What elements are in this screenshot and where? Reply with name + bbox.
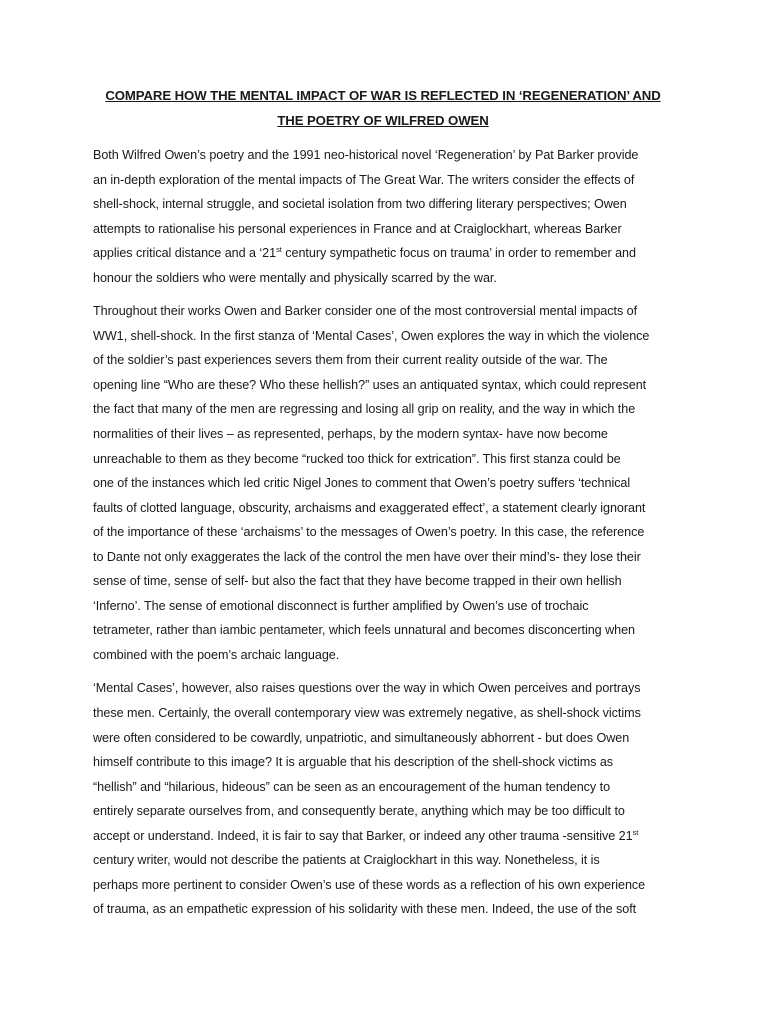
text-run: century sympathetic focus on trauma’ in order to remember and: [281, 246, 636, 261]
text-line: sense of time, sense of self- but also the fact that they have become trapped in their own hellish: [93, 574, 622, 589]
text-line: faults of clotted language, obscurity, archaisms and exaggerated effect’, a statement clearly ignorant: [93, 500, 646, 515]
text-line: century writer, would not describe the patients at Craiglockhart in this way. Nonetheless, it is: [93, 853, 600, 868]
text-line: these men. Certainly, the overall contemporary view was extremely negative, as shell-shock victims: [93, 706, 641, 721]
text-line: entirely separate ourselves from, and consequently berate, anything which may be too difficult to: [93, 804, 625, 819]
text-line: honour the soldiers who were mentally and physically scarred by the war.: [93, 270, 497, 285]
text-line: tetrameter, rather than iambic pentameter, which feels unnatural and becomes disconcerting when: [93, 623, 635, 638]
title-line: THE POETRY OF WILFRED OWEN: [277, 112, 489, 128]
text-line: one of the instances which led critic Nigel Jones to comment that Owen’s poetry suffers ‘technical: [93, 476, 631, 491]
ordinal-superscript: st: [632, 827, 639, 837]
text-line: of trauma, as an empathetic expression of his solidarity with these men. Indeed, the use of the soft: [93, 902, 637, 917]
text-line: himself contribute to this image? It is arguable that his description of the shell-shock victims as: [93, 755, 614, 770]
text-line: WW1, shell-shock. In the first stanza of ‘Mental Cases’, Owen explores the way in which the violence: [93, 328, 650, 343]
text-line: [93, 824, 673, 849]
text-line: combined with the poem’s archaic language.: [93, 647, 340, 662]
text-line: attempts to rationalise his personal experiences in France and at Craiglockhart, whereas Barker: [93, 221, 622, 236]
essay-title: [79, 84, 687, 133]
title-line: COMPARE HOW THE MENTAL IMPACT OF WAR IS REFLECTED IN ‘REGENERATION’ AND: [105, 88, 661, 103]
text-line: ‘Mental Cases’, however, also raises questions over the way in which Owen perceives and portrays: [93, 681, 641, 696]
paragraph: [93, 299, 673, 667]
text-line: normalities of their lives – as represented, perhaps, by the modern syntax- have now become: [93, 427, 608, 442]
document-page: [93, 84, 673, 931]
text-line: Throughout their works Owen and Barker consider one of the most controversial mental impacts of: [93, 304, 638, 319]
text-line: of the importance of these ‘archaisms’ to the messages of Owen’s poetry. In this case, the reference: [93, 525, 645, 540]
text-line: “hellish” and “hilarious, hideous” can be seen as an encouragement of the human tendency to: [93, 779, 611, 794]
text-line: opening line “Who are these? Who these hellish?” uses an antiquated syntax, which could represent: [93, 377, 647, 392]
text-line: unreachable to them as they become “rucked too thick for extrication”. This first stanza could be: [93, 451, 621, 466]
text-line: Both Wilfred Owen’s poetry and the 1991 neo-historical novel ‘Regeneration’ by Pat Barker provide: [93, 148, 639, 162]
text-line: shell-shock, internal struggle, and societal isolation from two differing literary perspectives; Owen: [93, 197, 627, 212]
ordinal-superscript: st: [276, 245, 282, 255]
text-line: were often considered to be cowardly, unpatriotic, and simultaneously abhorrent - but does Owen: [93, 730, 630, 745]
text-line: an in-depth exploration of the mental impacts of The Great War. The writers consider the effects of: [93, 172, 635, 187]
text-line: to Dante not only exaggerates the lack of the control the men have over their mind’s- they lose their: [93, 549, 641, 564]
text-run: accept or understand. Indeed, it is fair to say that Barker, or indeed any other trauma -sensitive 21: [93, 828, 633, 843]
text-run: applies critical distance and a ‘21: [93, 246, 277, 261]
text-line: perhaps more pertinent to consider Owen’s use of these words as a reflection of his own experience: [93, 877, 646, 892]
paragraph: [93, 676, 673, 921]
text-line: the fact that many of the men are regressing and losing all grip on reality, and the way in which the: [93, 402, 636, 417]
text-line: of the soldier’s past experiences severs them from their current reality outside of the war. The: [93, 353, 608, 368]
text-line: ‘Inferno’. The sense of emotional disconnect is further amplified by Owen’s use of trochaic: [93, 598, 589, 613]
paragraph: [93, 143, 673, 290]
essay-body: [93, 143, 673, 922]
text-line: [93, 241, 673, 266]
